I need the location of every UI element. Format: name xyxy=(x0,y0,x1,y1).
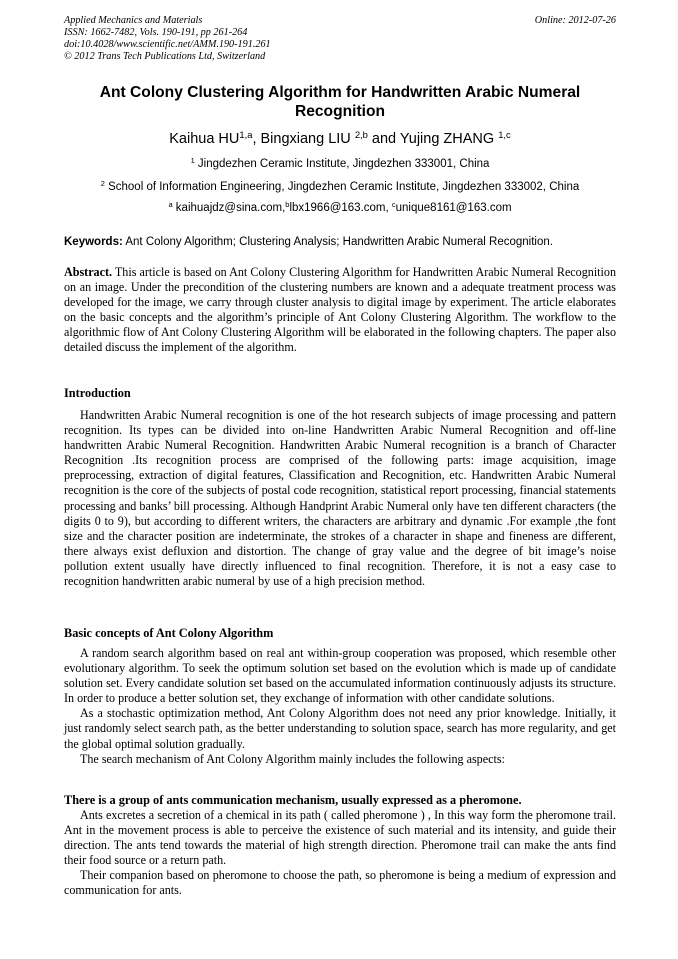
affiliation-2-text: School of Information Engineering, Jingdezhen Ceramic Institute, Jingdezhen 333002, China xyxy=(104,181,580,193)
author-1: Kaihua HU xyxy=(169,131,240,147)
title-line-1: Ant Colony Clustering Algorithm for Handwritten Arabic Numeral xyxy=(99,84,581,101)
abstract xyxy=(64,265,616,356)
pheromone-heading: There is a group of ants communication mechanism, usually expressed as a pheromone. xyxy=(64,793,522,807)
journal-copyright: © 2012 Trans Tech Publications Ltd, Switzerland xyxy=(64,51,266,62)
online-date: Online: 2012-07-26 xyxy=(534,15,616,26)
journal-issn: ISSN: 1662-7482, Vols. 190-191, pp 261-264 xyxy=(64,27,248,38)
pheromone-paragraph-2: Their companion based on pheromone to choose the path, so pheromone is being a medium of expression and communication for ants. xyxy=(64,868,616,898)
keywords-label: Keywords: xyxy=(64,236,123,248)
affiliation-1 xyxy=(40,157,640,171)
introduction-paragraph: Handwritten Arabic Numeral recognition is one of the hot research subjects of image processing and pattern recognition. Its types can be divided into on-line Handwritten Arabic Numeral Recognition and off-line handwritten Arabic Numeral Recognition. Handwritten Arabic Numeral recognition is a branch of Character Recognition .Its recognition process are comprised of the following parts: image acquisition, image preprocessing, extraction of digital features, Classification and Recognition, etc. Handwritten Arabic Numeral recognition is the core of the subjects of postal code recognition, statistical report processing, financial statements processing and banks’ bill processing. Although Handprint Arabic Numeral only have ten different characters (the digits 0 to 9), but according to different writers, the characters are arbitrary and dynamic .For example ,the font size and the character position are indeterminate, the strokes of a character in shape and fineness are different, there always exist defluxion and distortion. The change of gray value and the degree of bit image’s noise pollution extent usually have directly influenced to final recognition. Therefore, it is not a easy case to recognition handwritten arabic numeral by use of a high precision method. xyxy=(64,408,616,589)
affiliation-2-num: 2 xyxy=(100,178,105,188)
journal-name: Applied Mechanics and Materials xyxy=(64,15,203,26)
email-c-sup: c xyxy=(391,199,396,209)
abstract-text: This article is based on Ant Colony Clustering Algorithm for Handwritten Arabic Numeral Recognition on an image. Under the precondition of the clustering numbers are known and a adequate treatment process was developed for the image, we carry through cluster analysis to digital image by experiment. The article elaborates on the basic concepts and the algorithm’s principle of Ant Colony Clustering Algorithm. The workflow to the algorithmic flow of Ant Colony Clustering Algorithm will be elaborated in the following chapters. The paper also detailed discuss the implement of the algorithm. xyxy=(64,265,616,355)
basic-paragraph-2: As a stochastic optimization method, Ant Colony Algorithm does not need any prior knowledge. Initially, it just randomly select search path, as the better understanding to solution space, search has more regularity, and get the global optimal solution gradually. xyxy=(64,706,616,751)
basic-paragraph-3: The search mechanism of Ant Colony Algorithm mainly includes the following aspects: xyxy=(80,751,505,766)
email-c[interactable]: unique8161@163.com xyxy=(395,202,512,214)
author-3-sup: 1,c xyxy=(498,128,511,140)
pheromone-paragraph-1: Ants excretes a secretion of a chemical in its path ( called pheromone ) , In this way form the pheromone trail. Ant in the movement process is able to perceive the existence of such material and its intensity, and guide their direction. The ants tend towards the material of high strength direction. Pheromone trail can make the ants find their food source or a return path. xyxy=(64,808,616,868)
affiliation-1-num: 1 xyxy=(190,155,195,165)
email-a-sup: a xyxy=(168,199,173,209)
introduction-heading: Introduction xyxy=(64,386,131,400)
paper-title xyxy=(64,83,616,121)
author-list xyxy=(64,128,616,148)
email-a[interactable]: kaihuajdz@sina.com, xyxy=(172,202,286,214)
basic-paragraph-1: A random search algorithm based on real ant within-group cooperation was proposed, which resemble other evolutionary algorithm. To seek the optimum solution set based on the evolution which is made up of candidate solution set. Every candidate solution set based on the accumulated information continuously adjusts its structure. In order to produce a better solution set, they exchange of information with other candidate solutions. xyxy=(64,646,616,706)
author-1-sup: 1,a xyxy=(239,128,253,140)
pheromone-section xyxy=(64,808,616,899)
keywords xyxy=(64,235,624,249)
author-2-sup: 2,b xyxy=(354,128,368,140)
keywords-text: Ant Colony Algorithm; Clustering Analysis; Handwritten Arabic Numeral Recognition. xyxy=(122,236,553,248)
author-3: and Yujing ZHANG xyxy=(367,131,499,147)
journal-header xyxy=(64,15,616,63)
basic-concepts-section xyxy=(64,646,616,767)
basic-concepts-heading: Basic concepts of Ant Colony Algorithm xyxy=(64,626,274,640)
email-b-sup: b xyxy=(285,199,290,209)
title-line-2: Recognition xyxy=(294,103,386,120)
affiliation-2 xyxy=(40,180,640,194)
abstract-label: Abstract. xyxy=(64,265,113,279)
journal-doi: doi:10.4028/www.scientific.net/AMM.190-191.261 xyxy=(64,39,271,50)
author-2: , Bingxiang LIU xyxy=(252,131,355,147)
author-emails xyxy=(40,201,640,215)
email-b[interactable]: lbx1966@163.com, xyxy=(289,202,392,214)
affiliation-1-text: Jingdezhen Ceramic Institute, Jingdezhen 333001, China xyxy=(194,158,490,170)
introduction-section xyxy=(64,408,616,589)
